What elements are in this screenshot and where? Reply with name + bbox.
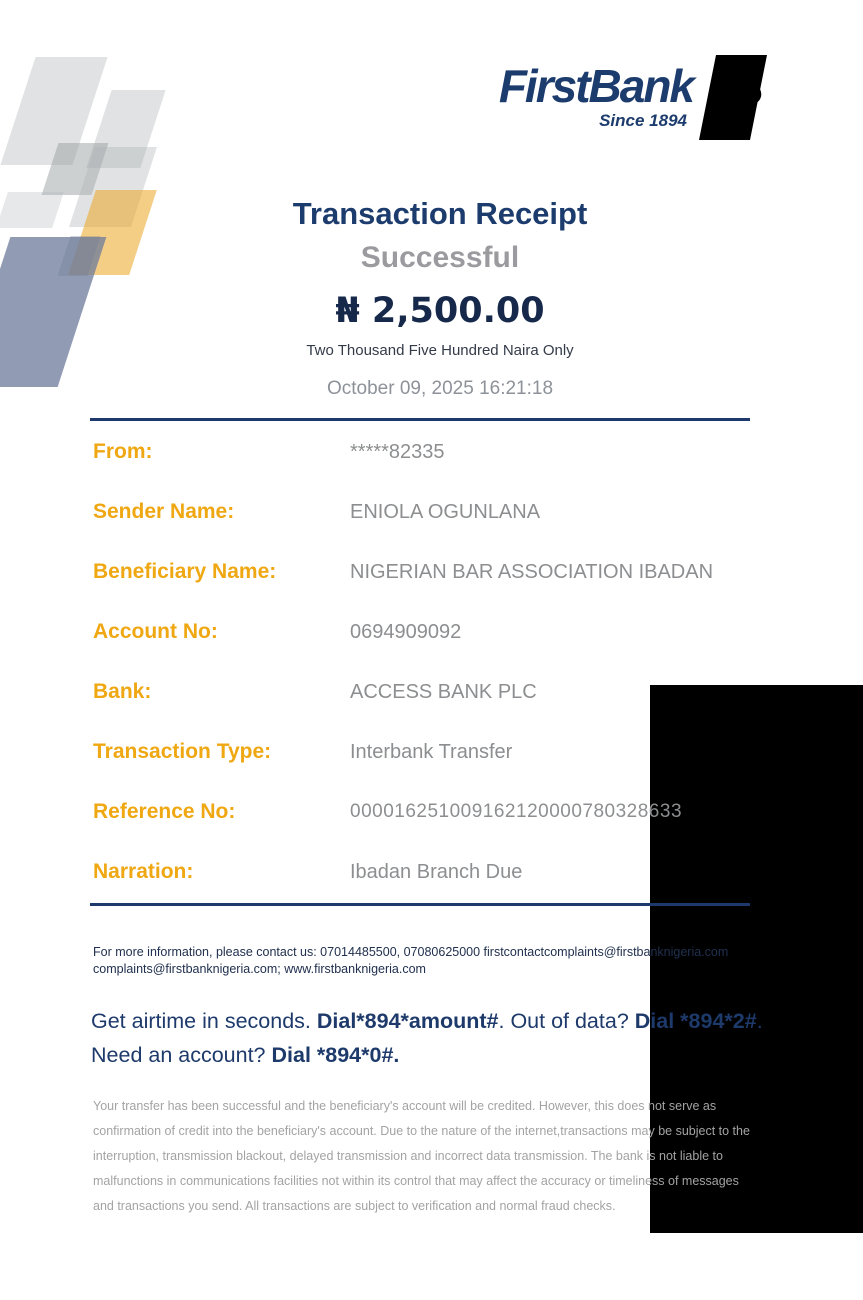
receipt-header: [90, 196, 790, 400]
detail-value: 000016251009162120000780328633: [350, 801, 683, 822]
detail-value: Interbank Transfer: [350, 740, 513, 763]
brand-name: FirstBank: [498, 60, 693, 112]
detail-row: [93, 602, 753, 662]
promo-text: [91, 1004, 781, 1072]
detail-label: Bank:: [93, 680, 152, 703]
promo-segment: . Need an account?: [91, 1009, 763, 1067]
firstbank-logo-text: [499, 55, 693, 131]
transaction-details: [93, 422, 753, 902]
promo-segment: Get airtime in seconds.: [91, 1009, 317, 1033]
detail-row: [93, 542, 753, 602]
detail-value: ACCESS BANK PLC: [350, 680, 537, 703]
detail-value: 0694909092: [350, 620, 462, 643]
brand-tagline: Since 1894: [599, 111, 687, 130]
contact-info: For more information, please contact us: 07014485500, 07080625000 firstcontactcomplaints@firstbanknigeria.com complaints@firstbanknigeria.com; www.firstbanknigeria.com: [93, 945, 729, 976]
detail-label: Account No:: [93, 620, 218, 643]
decor-parallelogram: [0, 192, 64, 228]
detail-value: Ibadan Branch Due: [350, 860, 523, 883]
detail-label: Reference No:: [93, 800, 236, 823]
divider-bottom: [90, 903, 750, 906]
detail-label: Transaction Type:: [93, 740, 272, 763]
disclaimer-text: Your transfer has been successful and the beneficiary's account will be credited. However, this does not serve as confirmation of credit into the beneficiary's account. Due to the nature of the internet,transactions may be subject to the interruption, transmission blackout, delayed transmission and incorrect data transmission. The bank is not liable to malfunctions in communications facilities not within its control that may affect the accuracy or timeliness of messages and transactions you send. All transactions are subject to verification and normal fraud checks.: [93, 1099, 750, 1213]
firstbank-logo: [499, 55, 767, 140]
detail-row: [93, 422, 753, 482]
detail-label: Narration:: [93, 860, 194, 883]
promo-dial-code: Dial *894*0#.: [271, 1043, 400, 1067]
elephant-icon: [699, 55, 767, 140]
detail-row: [93, 662, 753, 722]
detail-row: [93, 782, 753, 842]
promo-segment: . Out of data?: [498, 1009, 635, 1033]
detail-row: [93, 482, 753, 542]
amount-in-words: Two Thousand Five Hundred Naira Only: [306, 342, 574, 359]
detail-label: Beneficiary Name:: [93, 560, 277, 583]
promo-dial-code: Dial*894*amount#: [316, 1009, 499, 1033]
detail-label: Sender Name:: [93, 500, 235, 523]
detail-row: [93, 842, 753, 902]
divider-top: [90, 418, 750, 421]
promo-dial-code: Dial *894*2#: [634, 1009, 757, 1033]
transaction-datetime: October 09, 2025 16:21:18: [326, 378, 554, 399]
detail-value: ENIOLA OGUNLANA: [350, 500, 541, 523]
detail-value: NIGERIAN BAR ASSOCIATION IBADAN: [350, 560, 714, 583]
page-title: Transaction Receipt: [292, 196, 588, 231]
detail-row: [93, 722, 753, 782]
detail-label: From:: [93, 440, 153, 463]
status-text: Successful: [360, 241, 520, 274]
detail-value: *****82335: [350, 440, 445, 463]
amount: ₦ 2,500.00: [335, 291, 545, 331]
